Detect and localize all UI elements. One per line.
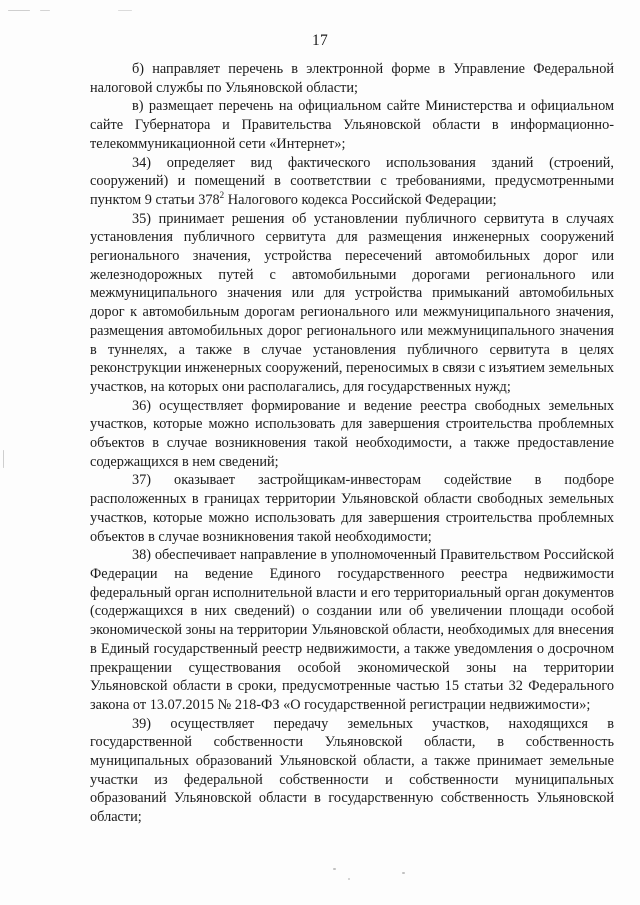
scan-mark-top-left	[8, 10, 30, 11]
scan-mark-bottom-2	[348, 878, 350, 880]
page-number: 17	[311, 32, 329, 49]
superscript-index: 2	[219, 190, 225, 201]
scan-mark-bottom-1	[333, 868, 336, 870]
scan-mark-top-left-2	[40, 10, 50, 11]
paragraph-37: 37) оказывает застройщикам-инвесторам содействие в подборе расположенных в границах территории Ульяновской области свободных земельных участков, которые можно использовать для завершения строительства проблемных объектов в случае возникновения такой необходимости;	[90, 472, 614, 545]
document-body	[90, 60, 614, 827]
paragraph-b: б) направляет перечень в электронной форме в Управление Федеральной налоговой службы по Ульяновской области;	[90, 61, 614, 96]
paragraph-v: в) размещает перечень на официальном сайте Министерства и официальном сайте Губернатора и Правительства Ульяновской области в информационно-телекоммуникационной сети «Интернет»;	[90, 98, 614, 152]
paragraph-36: 36) осуществляет формирование и ведение реестра свободных земельных участков, которые можно использовать для завершения строительства проблемных объектов в случае возникновения такой необходимости, а также предоставление содержащихся в нем сведений;	[90, 397, 614, 470]
paragraph-38: 38) обеспечивает направление в уполномоченный Правительством Российской Федерации на ведение Единого государственного реестра недвижимости федеральный орган исполнительной власти и его территориальный орган документов (содержащихся в них сведений) о создании или об увеличении площади особой экономической зоны на территории Ульяновской области, необходимых для внесения в Единый государственный реестр недвижимости, а также уведомления о досрочном прекращении существования особой экономической зоны на территории Ульяновской области в сроки, предусмотренные частью 15 статьи 32 Федерального закона от 13.07.2015 № 218-ФЗ «О государственной регистрации недвижимости»;	[90, 547, 614, 713]
paragraph-35: 35) принимает решения об установлении публичного сервитута в случаях установления публичного сервитута для размещения инженерных сооружений регионального значения, устройства пересечений автомобильных дорог или железнодорожных путей с автомобильными дорогами регионального или межмуниципального значения или для устройства примыканий автомобильных дорог к автомобильным дорогам регионального или межмуниципального значения, размещения автомобильных дорог регионального или межмуниципального значения в туннелях, а также в случае установления публичного сервитута в целях реконструкции инженерных сооружений, переносимых в связи с изъятием земельных участков, на которых они располагались, для государственных нужд;	[90, 210, 614, 395]
paragraph-39: 39) осуществляет передачу земельных участков, находящихся в государственной собственности Ульяновской области, в собственность муниципальных образований Ульяновской области, а также принимает земельные участки из федеральной собственности и собственности муниципальных образований Ульяновской области в государственную собственность Ульяновской области;	[90, 715, 614, 826]
paragraph-34	[90, 154, 614, 210]
paragraph-34-tail: Налогового кодекса Российской Федерации;	[224, 191, 497, 208]
scan-mark-top	[118, 10, 132, 11]
paragraph-34-text: 34) определяет вид фактического использования зданий (строений, сооружений) и помещений в соответствии с требованиями, предусмотренными пунктом 9 статьи 378	[90, 154, 614, 208]
scan-mark-left-edge	[3, 450, 4, 468]
scan-mark-bottom-3	[402, 872, 405, 874]
